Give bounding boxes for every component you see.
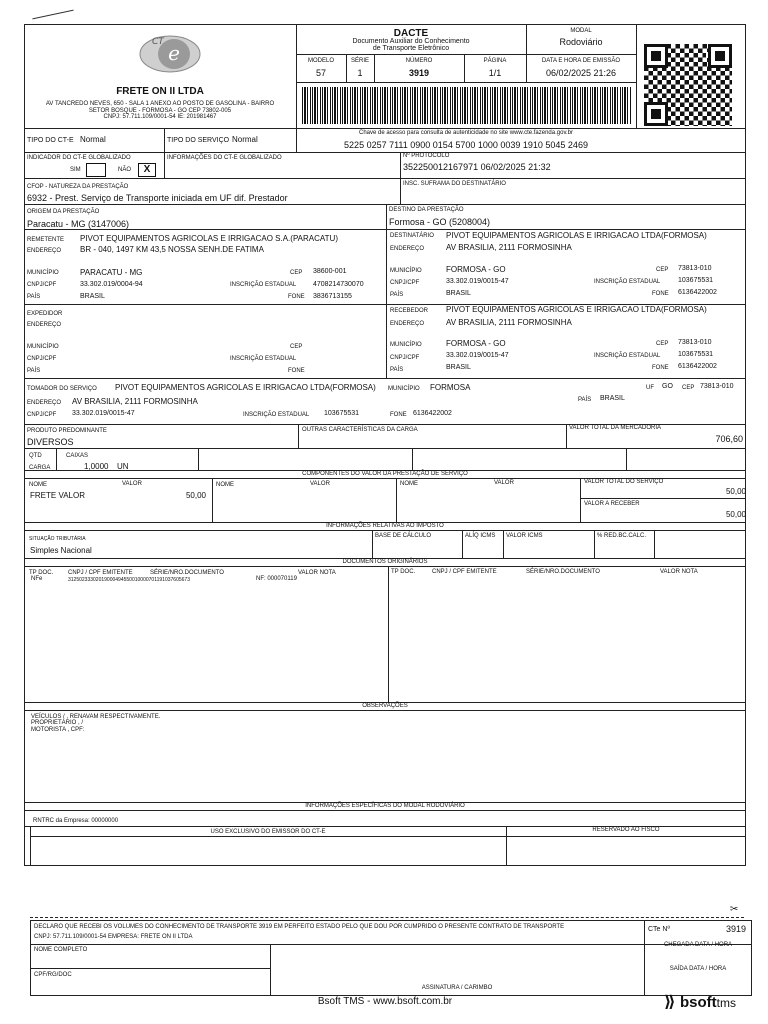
tomador-uf-label: UF [646,385,654,391]
tomador-cnpj: 33.302.019/0015-47 [72,410,135,417]
doc-cnpj-label-2: CNPJ / CPF EMITENTE [432,569,497,575]
canhoto-declaro: DECLARO QUE RECEBI OS VOLUMES DO CONHECIMENTO DE TRANSPORTE 3919 EM PERFEITO ESTADO PELO QUE DOU POR CUMPRIDO O PRESENTE CONTRATO DE TRANSPORTE [34,924,565,930]
tomador-ie-label: INSCRIÇÃO ESTADUAL [243,412,310,418]
origem-value: Paracatu - MG (3147006) [27,219,130,229]
canhoto-cnpj-line: CNPJ: 57.711.109/0001-54 EMPRESA: FRETE ON II LTDA [34,934,193,940]
comp-nome-label-3: NOME [400,481,418,487]
destinatario-cep-label: CEP [656,267,669,273]
bsoft-logo: ⟫ bsofttms [664,994,736,1011]
qtd-value: 1,0000 [84,462,109,471]
qtd-label: QTD [29,453,42,459]
sim-checkbox[interactable] [86,163,106,177]
destinatario-cnpj: 33.302.019/0015-47 [446,278,509,285]
tipo-servico-value: Normal [232,135,258,144]
tomador-fone-label: FONE [390,412,407,418]
remetente-fone: 3836713155 [313,293,352,300]
tipo-servico-label: TIPO DO SERVIÇO [167,137,230,144]
tomador-cep-label: CEP [682,385,695,391]
chave-value: 5225 0257 7111 0900 0154 5700 1000 0039 1910 5045 2469 [344,140,588,150]
recebedor-endereco-label: ENDEREÇO [390,321,425,327]
comp-nome-label-1: NOME [29,482,47,488]
expedidor-ie-label: INSCRIÇÃO ESTADUAL [230,356,297,362]
destinatario-address: AV BRASILIA, 2111 FORMOSINHA [446,243,572,252]
situacao-label: SITUAÇÃO TRIBUTÁRIA [29,536,86,542]
svg-text:e: e [168,41,180,65]
destinatario-municipio: FORMOSA - GO [446,265,506,274]
pagina-value: 1/1 [488,68,502,78]
tomador-address: AV BRASILIA, 2111 FORMOSINHA [72,397,198,406]
destino-value: Formosa - GO (5208004) [389,217,491,227]
reservado-fisco-label: RESERVADO AO FISCO [592,827,660,833]
qr-code [644,44,732,126]
expedidor-municipio-label: MUNICÍPIO [27,344,59,350]
destinatario-cnpj-label: CNPJ/CPF [390,280,420,286]
modelo-value: 57 [315,68,326,78]
dacte-title: DACTE [393,28,429,39]
emissao-label: DATA E HORA DE EMISSÃO [541,58,621,64]
modal-rodoviario-title: INFORMAÇÕES ESPECÍFICAS DO MODAL RODOVIÁRIO [305,803,465,809]
remetente-name: PIVOT EQUIPAMENTOS AGRICOLAS E IRRIGACAO S.A.(PARACATU) [80,234,338,243]
access-key-barcode [302,87,632,124]
caixas-label: CAIXAS [66,453,89,459]
tomador-label: TOMADOR DO SERVIÇO [27,386,97,392]
comp-nome-label-2: NOME [216,482,234,488]
doc-serie-label-1: SÉRIE/NRO.DOCUMENTO [150,570,224,576]
destinatario-ie: 103675531 [678,277,714,284]
cfop-label: CFOP - NATUREZA DA PRESTAÇÃO [27,184,129,190]
valor-total-servico-label: VALOR TOTAL DO SERVIÇO [584,479,664,485]
emitter-address-2: SETOR BOSQUE - FORMOSA - GO CEP 73802-005 [88,108,232,114]
expedidor-fone-label: FONE [288,368,305,374]
outras-caracteristicas-label: OUTRAS CARACTERÍSTICAS DA CARGA [302,427,418,433]
suframa-label: INSC. SUFRAMA DO DESTINATÁRIO [403,181,506,187]
expedidor-label: EXPEDIDOR [27,311,63,317]
expedidor-cep-label: CEP [290,344,303,350]
nao-checkbox[interactable]: X [138,163,156,177]
info-globalizado-label: INFORMAÇÕES DO CT-E GLOBALIZADO [167,155,282,161]
remetente-cnpj-label: CNPJ/CPF [27,282,57,288]
produto-value: DIVERSOS [27,437,74,447]
tomador-uf: GO [662,383,673,390]
protocolo-label: Nº PROTOCOLO [403,153,450,159]
footer-text: Bsoft TMS - www.bsoft.com.br [317,996,453,1007]
emitter-address-1: AV TANCREDO NEVES, 650 - SALA 1 ANEXO AO POSTO DE GASOLINA - BAIRRO [45,101,275,107]
rg-doc-label: CPF/RG/DOC [34,972,72,978]
recebedor-ie: 103675531 [678,351,714,358]
doc-tp-label-1: TP DOC. [29,570,54,576]
remetente-label: REMETENTE [27,237,65,243]
aliq-icms-label: ALÍQ ICMS [465,533,496,539]
remetente-address: BR - 040, 1497 KM 43,5 NOSSA SENH.DE FATIMA [80,245,264,254]
bsoft-brand-suffix: tms [716,996,736,1010]
destinatario-municipio-label: MUNICÍPIO [390,268,422,274]
recebedor-pais-label: PAÍS [390,367,404,373]
emissao-value: 06/02/2025 21:26 [545,68,617,78]
dacte-frame [24,24,746,866]
nome-completo-label: NOME COMPLETO [34,947,88,953]
comp-item-valor: 50,00 [185,491,206,500]
remetente-ie-label: INSCRIÇÃO ESTADUAL [230,282,297,288]
recebedor-address: AV BRASILIA, 2111 FORMOSINHA [446,318,572,327]
sim-label: SIM [70,167,81,173]
cte-number-value: 3919 [725,924,746,934]
recebedor-label: RECEBEDOR [390,308,429,314]
tomador-cep: 73813-010 [700,383,734,390]
red-bc-label: % RED.BC.CALC. [597,533,647,539]
doc-row-nf: NF: 000070119 [256,576,297,582]
nao-label: NÃO [118,167,132,173]
carga-label: CARGA [29,465,51,471]
produto-label: PRODUTO PREDOMINANTE [27,428,107,434]
recebedor-ie-label: INSCRIÇÃO ESTADUAL [594,353,661,359]
doc-row-tp: NFe [31,576,43,582]
observacoes-title: OBSERVAÇÕES [362,703,408,709]
valor-total-mercadoria-value: 706,60 [715,434,743,444]
tomador-municipio-label: MUNICÍPIO [388,386,420,392]
destinatario-fone-label: FONE [652,291,669,297]
svg-text:CT: CT [152,37,164,47]
bsoft-brand: bsoft [679,994,717,1011]
comp-item-nome: FRETE VALOR [30,491,85,500]
valor-receber-label: VALOR A RECEBER [584,501,640,507]
chave-label: Chave de acesso para consulta de autenticidade no site www.cte.fazenda.gov.br [358,130,574,136]
recebedor-municipio: FORMOSA - GO [446,339,506,348]
pen-mark [32,10,73,20]
assinatura-label: ASSINATURA / CARIMBO [421,985,493,991]
destinatario-endereco-label: ENDEREÇO [390,246,425,252]
doc-row-key: 31250233302019000494550010000701191037605673 [68,577,190,583]
saida-label: SAÍDA DATA / HORA [669,966,727,972]
destinatario-label: DESTINATÁRIO [390,233,434,239]
comp-valor-label-2: VALOR [310,481,330,487]
recebedor-municipio-label: MUNICÍPIO [390,342,422,348]
base-calculo-label: BASE DE CÁLCULO [375,533,432,539]
documentos-title: DOCUMENTOS ORIGINÁRIOS [342,559,428,565]
destinatario-fone: 6136422002 [678,289,717,296]
uso-emissor-label: USO EXCLUSIVO DO EMISSOR DO CT-E [210,829,326,835]
remetente-cnpj: 33.302.019/0004-94 [80,281,143,288]
protocolo-value: 352250012167971 06/02/2025 21:32 [403,162,551,172]
modelo-label: MODELO [307,58,334,64]
tomador-fone: 6136422002 [413,410,452,417]
dacte-subtitle-1: Documento Auxiliar do Conhecimento [352,38,470,45]
modal-value: Rodoviário [559,37,603,47]
recebedor-cep: 73813-010 [678,339,712,346]
destino-label: DESTINO DA PRESTAÇÃO [389,207,464,213]
remetente-municipio-label: MUNICÍPIO [27,270,59,276]
numero-value: 3919 [408,68,430,78]
destinatario-pais-label: PAÍS [390,292,404,298]
cte-number-label: CTe Nº [648,926,671,933]
globalizado-label: INDICADOR DO CT-E GLOBALIZADO [27,155,131,161]
cut-line [30,917,744,918]
emitter-address-3: CNPJ: 57.711.109/0001-54 IE: 201981467 [103,114,217,120]
remetente-cep: 38600-001 [313,268,347,275]
doc-cnpj-label-1: CNPJ / CPF EMITENTE [68,570,133,576]
comp-valor-label-1: VALOR [122,481,142,487]
obs-line-2: PROPRIETÁRIO , / [31,720,84,726]
recebedor-name: PIVOT EQUIPAMENTOS AGRICOLAS E IRRIGACAO LTDA(FORMOSA) [446,305,707,314]
remetente-pais-label: PAÍS [27,294,41,300]
expedidor-pais-label: PAÍS [27,368,41,374]
tipo-cte-label: TIPO DO CT-E [27,137,74,144]
qtd-unit: UN [117,462,129,471]
valor-icms-label: VALOR ICMS [506,533,543,539]
doc-valor-label-2: VALOR NOTA [660,569,698,575]
doc-valor-label-1: VALOR NOTA [298,570,336,576]
ct-e-logo [130,30,210,76]
componentes-title: COMPONENTES DO VALOR DA PRESTAÇÃO DE SERVIÇO [302,471,468,477]
remetente-ie: 4708214730070 [313,281,364,288]
tomador-cnpj-label: CNPJ/CPF [27,412,57,418]
recebedor-cnpj-label: CNPJ/CPF [390,355,420,361]
obs-line-3: MOTORISTA , CPF: [31,727,85,733]
recebedor-cnpj: 33.302.019/0015-47 [446,352,509,359]
expedidor-cnpj-label: CNPJ/CPF [27,356,57,362]
tomador-pais-label: PAÍS [578,397,592,403]
serie-label: SÉRIE [350,58,369,64]
valor-receber-value: 50,00 [725,510,746,519]
destinatario-pais: BRASIL [446,290,471,297]
tomador-pais: BRASIL [600,395,625,402]
recebedor-fone: 6136422002 [678,363,717,370]
chegada-label: CHEGADA DATA / HORA [663,942,733,948]
dacte-subtitle-2: de Transporte Eletrônico [372,45,450,52]
imposto-title: INFORMAÇÕES RELATIVAS AO IMPOSTO [326,523,444,529]
tomador-endereco-label: ENDEREÇO [27,400,62,406]
remetente-municipio: PARACATU - MG [80,268,143,277]
remetente-fone-label: FONE [288,294,305,300]
emitter-name: FRETE ON II LTDA [116,86,204,97]
comp-valor-label-3: VALOR [494,480,514,486]
doc-serie-label-2: SÉRIE/NRO.DOCUMENTO [526,569,600,575]
valor-total-mercadoria-label: VALOR TOTAL DA MERCADORIA [569,425,662,431]
recebedor-fone-label: FONE [652,365,669,371]
destinatario-cep: 73813-010 [678,265,712,272]
rntrc-value: RNTRC da Empresa: 00000000 [33,818,119,824]
expedidor-endereco-label: ENDEREÇO [27,322,62,328]
origem-label: ORIGEM DA PRESTAÇÃO [27,209,100,215]
numero-label: NÚMERO [405,58,433,64]
pagina-label: PÁGINA [483,58,507,64]
tomador-ie: 103675531 [324,410,360,417]
serie-value: 1 [357,68,363,78]
tipo-cte-value: Normal [80,135,106,144]
remetente-cep-label: CEP [290,270,303,276]
recebedor-pais: BRASIL [446,364,471,371]
remetente-endereco-label: ENDEREÇO [27,248,62,254]
situacao-value: Simples Nacional [30,546,92,555]
destinatario-name: PIVOT EQUIPAMENTOS AGRICOLAS E IRRIGACAO LTDA(FORMOSA) [446,231,707,240]
obs-line-1: VEÍCULOS / , RENAVAM RESPECTIVAMENTE. [31,714,161,720]
valor-total-servico-value: 50,00 [725,487,746,496]
destinatario-ie-label: INSCRIÇÃO ESTADUAL [594,279,661,285]
modal-label: MODAL [570,28,592,34]
recebedor-cep-label: CEP [656,341,669,347]
remetente-pais: BRASIL [80,293,105,300]
tomador-name: PIVOT EQUIPAMENTOS AGRICOLAS E IRRIGACAO LTDA(FORMOSA) [115,383,376,392]
doc-tp-label-2: TP DOC. [391,569,416,575]
scissors-icon: ✂ [730,904,739,915]
tomador-municipio: FORMOSA [430,383,471,392]
cfop-value: 6932 - Prest. Serviço de Transporte iniciada em UF dif. Prestador [27,193,288,203]
